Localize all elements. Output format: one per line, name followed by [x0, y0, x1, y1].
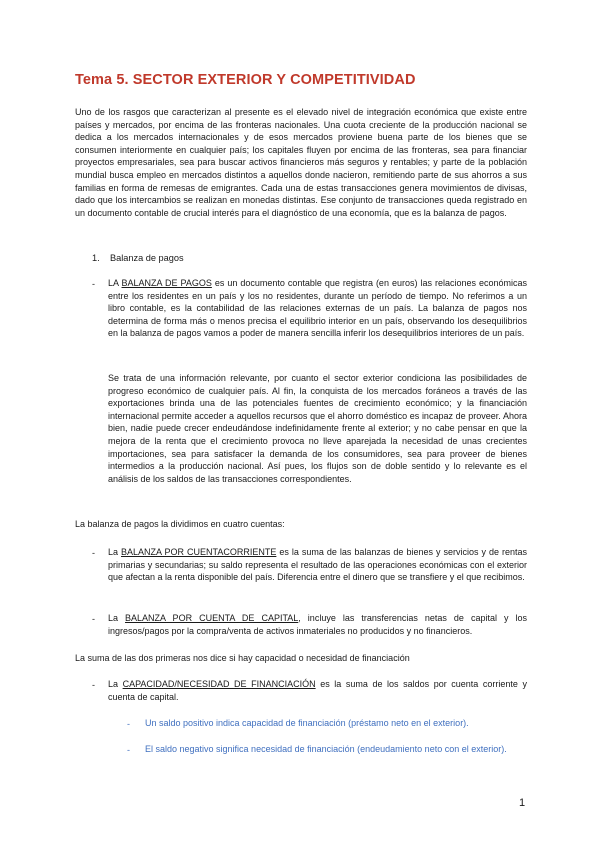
saldo-positivo-text: Un saldo positivo indica capacidad de financiación (préstamo neto en el exterior). — [145, 718, 469, 728]
saldo-negativo-text: El saldo negativo significa necesidad de financiación (endeudamiento neto con el exterior). — [145, 744, 507, 754]
cuenta-capital-term: BALANZA POR CUENTA DE CAPITAL — [125, 613, 299, 623]
capacidad-text: es la suma de los saldos por cuenta corriente y cuenta de capital. — [108, 679, 527, 702]
section-heading — [92, 253, 184, 263]
bullet-dash: - — [92, 548, 95, 558]
section-number: 1. — [92, 253, 100, 263]
cuenta-capital-paragraph — [108, 612, 527, 637]
cuenta-corriente-term: BALANZA POR CUENTACORRIENTE — [121, 547, 277, 557]
cuatro-cuentas-text: La balanza de pagos la dividimos en cuatro cuentas: — [75, 519, 285, 529]
sub-bullet-dash: - — [127, 745, 130, 755]
capacidad-paragraph — [108, 678, 527, 703]
balanza-pagos-paragraph — [108, 277, 527, 340]
suma-dos-text: La suma de las dos primeras nos dice si hay capacidad o necesidad de financiación — [75, 653, 410, 663]
bullet-dash: - — [92, 279, 95, 289]
cuenta-capital-pre: La — [108, 613, 126, 623]
balanza-pagos-term: BALANZA DE PAGOS — [121, 278, 212, 288]
balanza-pagos-pre: LA — [108, 278, 122, 288]
cuenta-corriente-text: es la suma de las balanzas de bienes y servicios y de rentas primarias y secundarias; su saldo representa el resultado de las operaciones económicas con el exterior que afectan a la renta disponible del país. Diferencia entre el dinero que se transfiere y el que recibimos. — [108, 547, 527, 583]
capacidad-term: CAPACIDAD/NECESIDAD DE FINANCIACIÓN — [122, 679, 316, 689]
cuenta-corriente-pre: La — [108, 547, 122, 557]
cuenta-capital-text: , incluye las transferencias netas de capital y los ingresos/pagos por la compra/venta de activos inmateriales no producidos y no financieros. — [108, 613, 527, 636]
balanza-pagos-text: es un documento contable que registra (en euros) las relaciones económicas entre los residentes en un país y los no residentes, durante un período de tiempo. No referimos a un libro contable, es la contabilidad de las relaciones externas de un país. La balanza de pagos nos determina de forma más o menos precisa el equilibrio interior en un país, observando los desequilibrios en la balanza de pagos vamos a poder de manera sencilla inferir los desequilibrios interiores de un país. — [108, 278, 527, 339]
page-number: 1 — [519, 797, 526, 809]
bullet-dash: - — [92, 614, 95, 624]
capacidad-pre: La — [108, 679, 123, 689]
relevancia-paragraph: Se trata de una información relevante, por cuanto el sector exterior condiciona las posibilidades de progreso económico de cualquier país. Al fin, la conquista de los mercados foráneos a través de las exportaciones brinda una de las potenciales fuentes de crecimiento económico; y la financiación internacional permite acceder a aquellos recursos que el ahorro doméstico es incapaz de proveer. Ahora bien, nadie puede crecer endeudándose indefinidamente frente al exterior; y no cabe pensar en que la mejora de la renta que el crecimiento provoca no lleve aparejada la necesidad de unas crecientes importaciones, sea para satisfacer la demanda de los consumidores, sea para proveer de bienes intermedios a la producción nacional. Así pues, los flujos son de doble sentido y lo relevante es el análisis de los saldos de las transacciones correspondientes. — [108, 373, 527, 484]
cuenta-corriente-paragraph — [108, 546, 527, 584]
page-title: Tema 5. SECTOR EXTERIOR Y COMPETITIVIDAD — [75, 72, 416, 88]
bullet-dash: - — [92, 680, 95, 690]
section-title: Balanza de pagos — [110, 253, 184, 263]
sub-bullet-dash: - — [127, 719, 130, 729]
intro-paragraph: Uno de los rasgos que caracterizan al presente es el elevado nivel de integración económica que existe entre países y mercados, por encima de las fronteras nacionales. Una cuota creciente de la producción nacional se dedica a los mercados internacionales y de esos mercados proviene buena parte de los bienes que se consumen interiormente en cualquier país; los capitales fluyen por encima de las fronteras, sea para financiar proyectos empresariales, sea para buscar activos financieros más seguros y rentables; y parte de la población mundial busca empleo en mercados distintos a aquellos donde nacieron, remitiendo parte de sus ahorros a sus familias en forma de remesas de emigrantes. Cada una de estas transacciones genera movimientos de divisas, dado que los intercambios se realizan en monedas distintas. Ese conjunto de transacciones queda registrado en un documento contable de crucial interés para el diagnóstico de una economía, que es la balanza de pagos. — [75, 107, 527, 218]
